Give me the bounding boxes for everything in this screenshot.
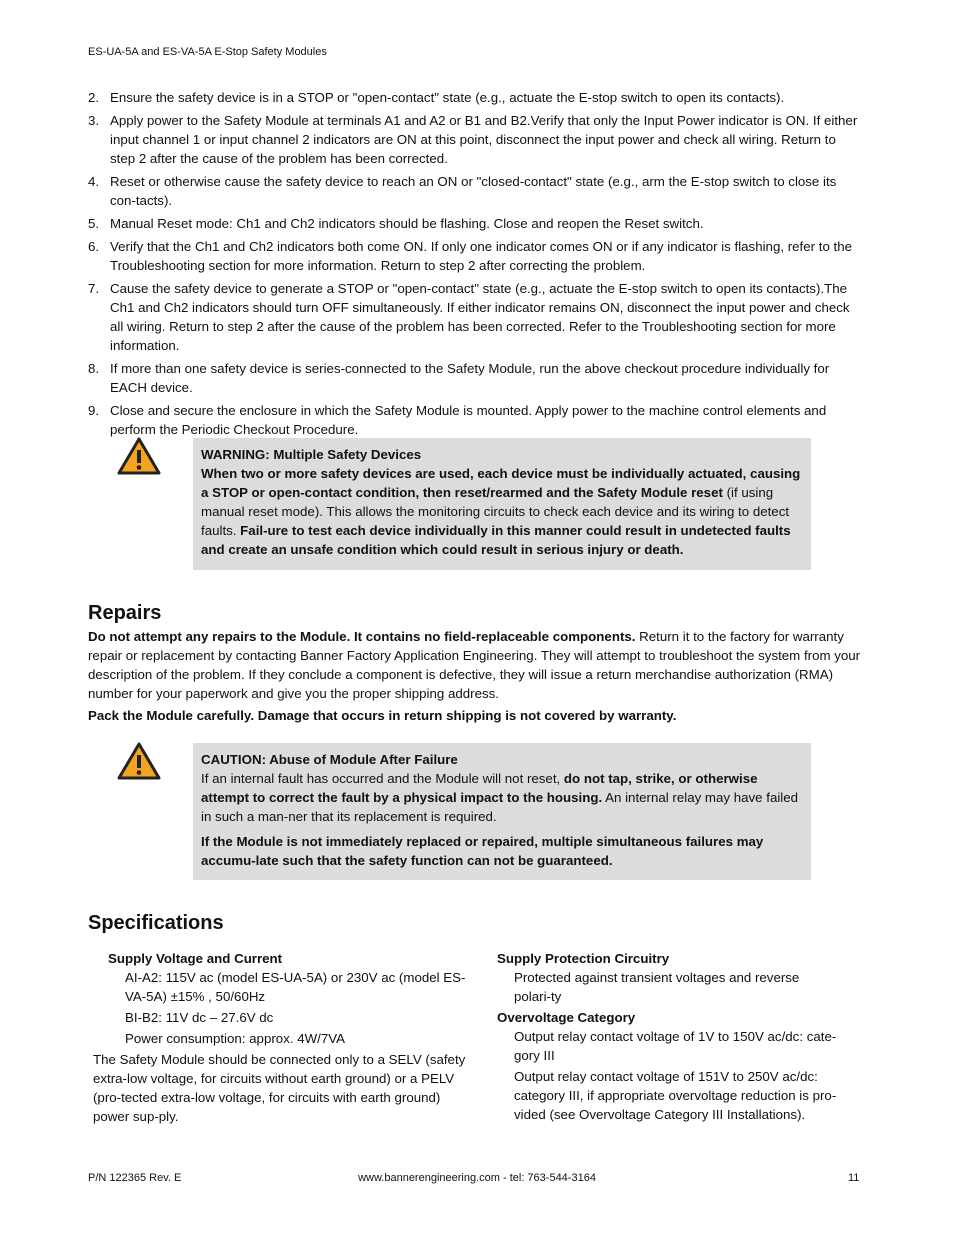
checkout-steps — [88, 88, 864, 443]
spec-title: Supply Protection Circuitry — [497, 951, 670, 966]
repairs-shipping-note: Pack the Module carefully. Damage that occurs in return shipping is not covered by warranty. — [88, 708, 677, 723]
warning-icon — [116, 436, 162, 476]
warning-title: WARNING: Multiple Safety Devices — [201, 447, 422, 462]
step-number: 3. — [88, 113, 100, 128]
footer-website: www.bannerengineering.com - tel: 763-544-3164 — [358, 1172, 596, 1184]
spec-title-2: Overvoltage Category — [497, 1010, 636, 1025]
footer-part-number: P/N 122365 Rev. E — [88, 1172, 182, 1184]
spec-item: Protected against transient voltages and reverse polari-ty — [514, 970, 800, 1004]
step-number: 8. — [88, 361, 100, 376]
repairs-heading: Repairs — [88, 602, 162, 624]
list-item — [88, 237, 864, 275]
list-item — [88, 279, 864, 355]
caution-title: CAUTION: Abuse of Module After Failure — [201, 752, 458, 767]
caution-icon — [116, 741, 162, 781]
spec-supply-voltage — [88, 949, 480, 1126]
step-text: Verify that the Ch1 and Ch2 indicators both come ON. If only one indicator comes ON or if any indicator is flashing, refer to the Troubleshooting section for more information. Return to step 2 after correcting the problem. — [110, 239, 853, 273]
list-item — [88, 111, 864, 168]
list-item — [88, 401, 864, 439]
list-item — [88, 88, 864, 107]
warning-bold-text-2: Fail-ure to test each device individually in this manner could result in undetected faults and create an unsafe condition which could result in serious injury or death. — [201, 523, 791, 557]
caution-text: If an internal fault has occurred and the Module will not reset, — [201, 771, 564, 786]
spec-item: Output relay contact voltage of 151V to 250V ac/dc: category III, if appropriate overvoltage reduction is pro-vided (see Overvoltage Category III Installations). — [514, 1069, 837, 1122]
step-number: 7. — [88, 281, 100, 296]
spec-protection — [497, 949, 837, 1126]
caution-text-2: An internal relay may have failed in such a man-ner that its replacement is required. — [201, 790, 799, 824]
caution-bold-text: do not tap, strike, or otherwise attempt to correct the fault by a physical impact to the housing. — [201, 771, 758, 805]
spec-item: AI-A2: 115V ac (model ES-UA-5A) or 230V ac (model ES-VA-5A) ±15% , 50/60Hz — [125, 970, 466, 1004]
step-text: Ensure the safety device is in a STOP or "open-contact" state (e.g., actuate the E-stop switch to open its contacts). — [110, 90, 785, 105]
specifications-heading: Specifications — [88, 912, 224, 934]
step-number: 5. — [88, 216, 100, 231]
repairs-text: Return it to the factory for warranty repair or replacement by contacting Banner Factory Application Engineering. They will attempt to troubleshoot the system from your description of the problem. If they conclude a component is defective, they will issue a return merchandise authorization (RMA) number for your paperwork and give you the proper shipping address. — [88, 629, 861, 701]
list-item — [88, 359, 864, 397]
list-item — [88, 172, 864, 210]
step-number: 4. — [88, 174, 100, 189]
spec-title: Supply Voltage and Current — [108, 951, 283, 966]
step-text: Reset or otherwise cause the safety device to reach an ON or "closed-contact" state (e.g., arm the E-stop switch to close its con-tacts). — [110, 174, 837, 208]
spec-item: Power consumption: approx. 4W/7VA — [125, 1031, 345, 1046]
spec-item: BI-B2: 11V dc – 27.6V dc — [125, 1010, 274, 1025]
warning-callout — [193, 438, 811, 570]
step-number: 9. — [88, 403, 100, 418]
step-text: Apply power to the Safety Module at terminals A1 and A2 or B1 and B2.Verify that only the Input Power indicator is ON. If either input channel 1 or input channel 2 indicators are ON at this point, disconnect the input power and check all wiring. Return to step 2 after the cause of the problem has been corrected. — [110, 113, 858, 166]
warning-text: (if using manual reset mode). This allows the monitoring circuits to check each device and its wiring to detect faults. — [201, 485, 790, 538]
step-number: 6. — [88, 239, 100, 254]
step-text: Cause the safety device to generate a STOP or "open-contact" state (e.g., actuate the E-stop switch to open its contacts).The Ch1 and Ch2 indicators should turn OFF simultaneously. If either indicator remains ON, disconnect the input power and check all wiring. Return to step 2 after the cause of the problem has been corrected. Refer to the Troubleshooting section for more information. — [110, 281, 850, 353]
step-text: Manual Reset mode: Ch1 and Ch2 indicators should be flashing. Close and reopen the Reset switch. — [110, 216, 704, 231]
spec-item: Output relay contact voltage of 1V to 150V ac/dc: cate-gory III — [514, 1029, 837, 1063]
spec-note: The Safety Module should be connected only to a SELV (safety extra-low voltage, for circuits without earth ground) or a PELV (pro-tected extra-low voltage, for circuits with earth ground) power sup-ply. — [93, 1052, 466, 1124]
page-header: ES-UA-5A and ES-VA-5A E-Stop Safety Modules — [88, 46, 327, 58]
footer-page-number: 11 — [848, 1172, 860, 1184]
repairs-bold-text: Do not attempt any repairs to the Module. It contains no field-replaceable components. — [88, 629, 636, 644]
caution-callout — [193, 743, 811, 880]
caution-bold-text-2: If the Module is not immediately replaced or repaired, multiple simultaneous failures may accumu-late such that the safety function can not be guaranteed. — [201, 834, 764, 868]
list-item — [88, 214, 864, 233]
step-number: 2. — [88, 90, 100, 105]
step-text: If more than one safety device is series-connected to the Safety Module, run the above checkout procedure individually for EACH device. — [110, 361, 830, 395]
repairs-paragraph — [88, 627, 864, 703]
warning-bold-text: When two or more safety devices are used, each device must be individually actuated, causing a STOP or open-contact condition, then reset/rearmed and the Safety Module reset — [201, 466, 801, 500]
step-text: Close and secure the enclosure in which the Safety Module is mounted. Apply power to the machine control elements and perform the Periodic Checkout Procedure. — [110, 403, 827, 437]
